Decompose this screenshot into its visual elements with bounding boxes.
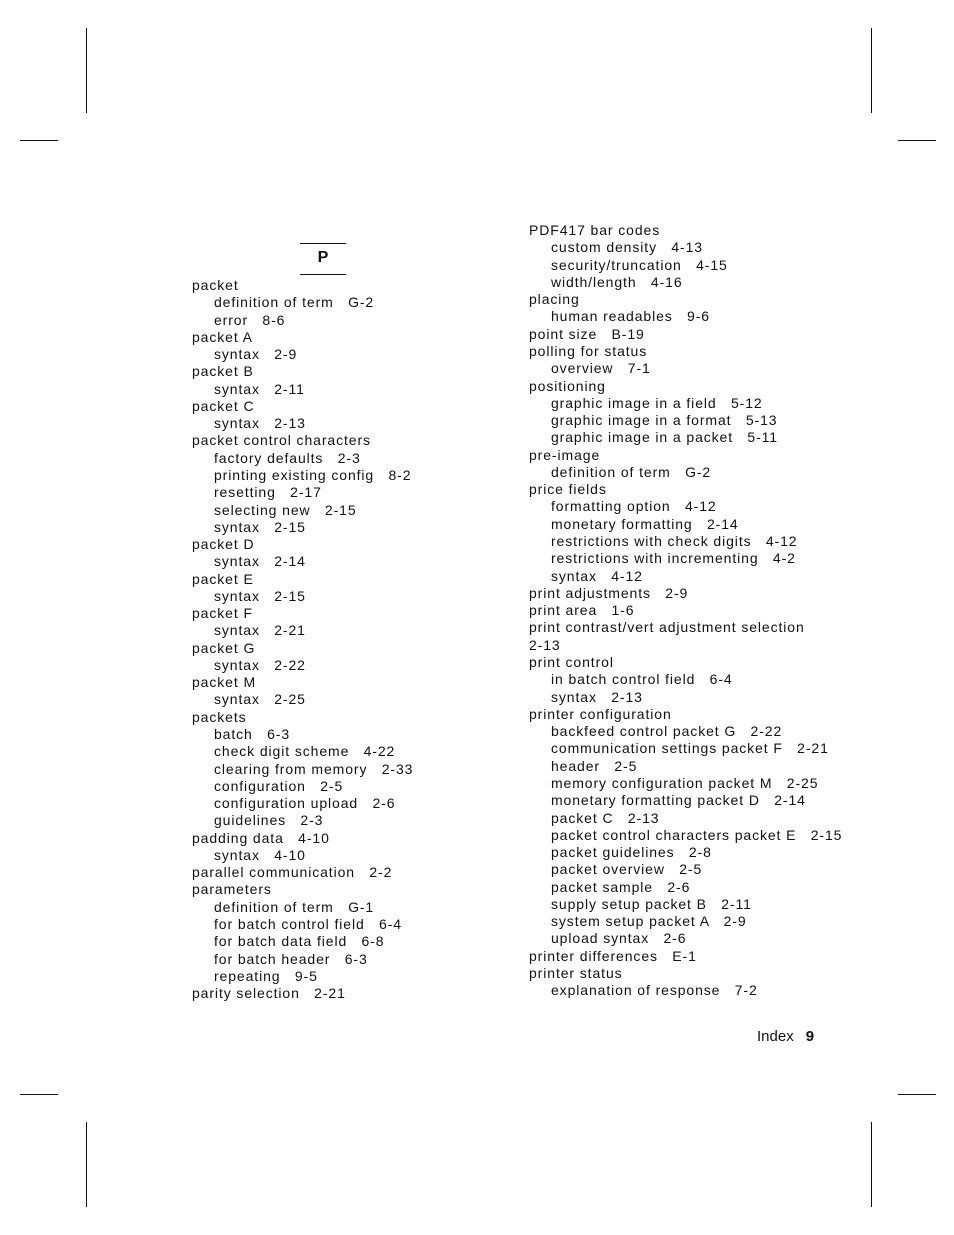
index-entry: parity selection 2-21 bbox=[192, 985, 346, 1002]
index-entry: polling for status bbox=[529, 342, 648, 359]
index-subentry: syntax 2-15 bbox=[214, 587, 306, 604]
index-subentry: guidelines 2-3 bbox=[214, 812, 324, 829]
index-subentry: packet C 2-13 bbox=[551, 809, 660, 826]
index-subentry: syntax 2-11 bbox=[214, 380, 305, 397]
index-entry: packet C bbox=[192, 397, 255, 414]
index-subentry: syntax 2-15 bbox=[214, 518, 306, 535]
index-entry: padding data 4-10 bbox=[192, 829, 330, 846]
page-number: 9 bbox=[805, 1028, 815, 1045]
index-entry: packet E bbox=[192, 570, 254, 587]
index-entry: print adjustments 2-9 bbox=[529, 584, 689, 601]
index-subentry: syntax 2-25 bbox=[214, 691, 306, 708]
index-subentry: supply setup packet B 2-11 bbox=[551, 895, 752, 912]
index-subentry: syntax 4-10 bbox=[214, 846, 306, 863]
index-subentry: for batch data field 6-8 bbox=[214, 933, 385, 950]
index-subentry: configuration upload 2-6 bbox=[214, 795, 396, 812]
index-subentry: monetary formatting 2-14 bbox=[551, 515, 739, 532]
crop-mark bbox=[871, 28, 872, 113]
index-subentry: for batch header 6-3 bbox=[214, 950, 368, 967]
index-subentry: definition of term G-2 bbox=[551, 463, 712, 480]
index-entry: placing bbox=[529, 291, 580, 308]
index-subentry: syntax 4-12 bbox=[551, 567, 643, 584]
section-letter-heading: P bbox=[300, 243, 346, 275]
index-subentry: restrictions with check digits 4-12 bbox=[551, 533, 798, 550]
index-subentry: syntax 2-13 bbox=[551, 688, 643, 705]
index-subentry: resetting 2-17 bbox=[214, 484, 322, 501]
index-subentry: syntax 2-13 bbox=[214, 415, 306, 432]
index-subentry: header 2-5 bbox=[551, 757, 638, 774]
index-subentry: upload syntax 2-6 bbox=[551, 930, 687, 947]
index-entry: print control bbox=[529, 654, 614, 670]
index-subentry: explanation of response 7-2 bbox=[551, 982, 758, 999]
index-subentry: human readables 9-6 bbox=[551, 308, 710, 325]
index-entry: parameters bbox=[192, 881, 272, 898]
index-entry: pre-image bbox=[529, 446, 601, 463]
index-subentry: definition of term G-2 bbox=[214, 294, 375, 311]
index-entry: packet bbox=[192, 277, 239, 293]
index-subentry: packet guidelines 2-8 bbox=[551, 844, 712, 861]
index-entry: packet B bbox=[192, 363, 254, 380]
index-entry: packet D bbox=[192, 536, 255, 553]
index-subentry: clearing from memory 2-33 bbox=[214, 760, 414, 777]
index-entry: packet G bbox=[192, 639, 256, 656]
index-entry: packet control characters bbox=[192, 432, 371, 449]
page-footer bbox=[757, 1028, 814, 1045]
index-subentry: check digit scheme 4-22 bbox=[214, 743, 396, 760]
index-subentry: formatting option 4-12 bbox=[551, 498, 717, 515]
index-entry: printer differences E-1 bbox=[529, 947, 697, 964]
index-subentry: monetary formatting packet D 2-14 bbox=[551, 792, 806, 809]
index-subentry: custom density 4-13 bbox=[551, 239, 703, 256]
index-subentry: graphic image in a packet 5-11 bbox=[551, 429, 778, 446]
crop-mark bbox=[898, 1094, 936, 1095]
index-entry: 2-13 bbox=[529, 636, 561, 653]
index-entry: print contrast/vert adjustment selection bbox=[529, 619, 805, 636]
index-subentry: batch 6-3 bbox=[214, 726, 291, 743]
index-subentry: syntax 2-21 bbox=[214, 622, 306, 639]
index-subentry: factory defaults 2-3 bbox=[214, 449, 361, 466]
index-subentry: overview 7-1 bbox=[551, 360, 651, 377]
index-subentry: selecting new 2-15 bbox=[214, 501, 357, 518]
index-subentry: syntax 2-9 bbox=[214, 346, 298, 363]
index-subentry: error 8-6 bbox=[214, 311, 286, 328]
index-subentry: syntax 2-14 bbox=[214, 553, 306, 570]
crop-mark bbox=[898, 140, 936, 141]
index-subentry: in batch control field 6-4 bbox=[551, 671, 733, 688]
index-subentry: packet overview 2-5 bbox=[551, 861, 703, 878]
index-subentry: graphic image in a field 5-12 bbox=[551, 394, 763, 411]
index-entry: price fields bbox=[529, 481, 607, 498]
index-subentry: for batch control field 6-4 bbox=[214, 915, 402, 932]
footer-label: Index bbox=[757, 1028, 794, 1045]
index-subentry: printing existing config 8-2 bbox=[214, 466, 412, 483]
index-subentry: definition of term G-1 bbox=[214, 898, 375, 915]
crop-mark bbox=[86, 1122, 87, 1207]
index-subentry: packet sample 2-6 bbox=[551, 878, 691, 895]
index-entry: packet A bbox=[192, 328, 253, 345]
index-entry: point size B-19 bbox=[529, 325, 645, 342]
index-entry: print area 1-6 bbox=[529, 602, 635, 619]
crop-mark bbox=[86, 28, 87, 113]
crop-mark bbox=[871, 1122, 872, 1207]
index-entry: packet F bbox=[192, 605, 253, 622]
index-subentry: width/length 4-16 bbox=[551, 273, 683, 290]
index-entry: PDF417 bar codes bbox=[529, 222, 661, 238]
index-entry: packet M bbox=[192, 674, 256, 691]
index-subentry: configuration 2-5 bbox=[214, 777, 344, 794]
index-subentry: packet control characters packet E 2-15 bbox=[551, 826, 843, 843]
index-subentry: memory configuration packet M 2-25 bbox=[551, 774, 819, 791]
index-subentry: security/truncation 4-15 bbox=[551, 256, 728, 273]
index-entry: parallel communication 2-2 bbox=[192, 864, 393, 881]
index-subentry: backfeed control packet G 2-22 bbox=[551, 723, 783, 740]
index-subentry: syntax 2-22 bbox=[214, 656, 306, 673]
index-subentry: repeating 9-5 bbox=[214, 967, 318, 984]
index-entry: positioning bbox=[529, 377, 606, 394]
index-subentry: communication settings packet F 2-21 bbox=[551, 740, 829, 757]
index-entry: printer status bbox=[529, 965, 623, 982]
index-subentry: restrictions with incrementing 4-2 bbox=[551, 550, 796, 567]
crop-mark bbox=[20, 140, 58, 141]
index-entry: packets bbox=[192, 708, 247, 725]
index-entry: printer configuration bbox=[529, 705, 672, 722]
index-subentry: system setup packet A 2-9 bbox=[551, 913, 747, 930]
crop-mark bbox=[20, 1094, 58, 1095]
index-subentry: graphic image in a format 5-13 bbox=[551, 412, 778, 429]
